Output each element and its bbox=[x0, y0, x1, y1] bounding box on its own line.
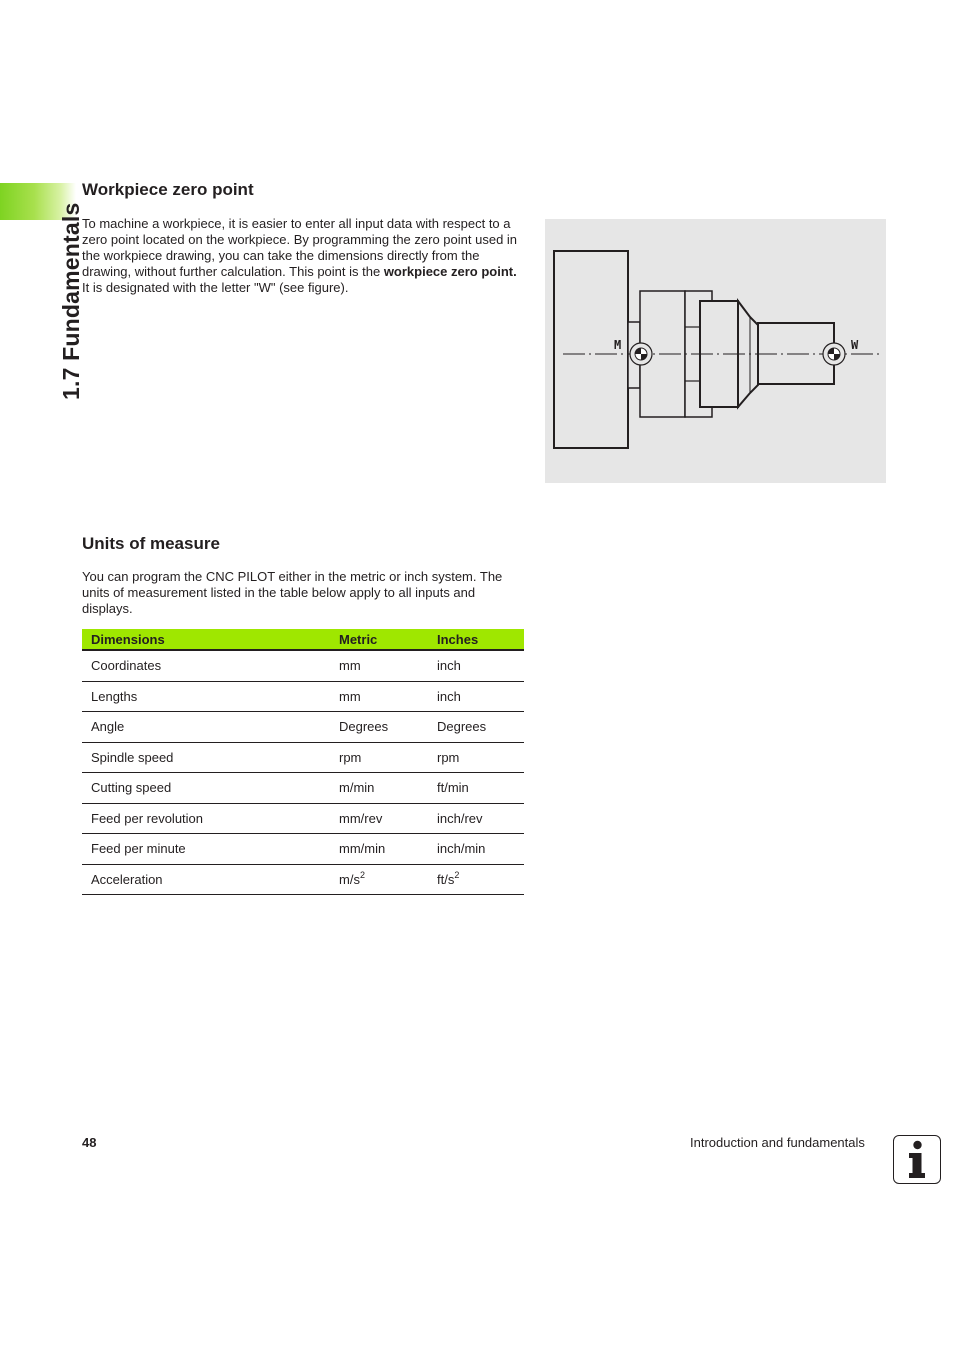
cell-inches: inch bbox=[428, 650, 524, 681]
lathe-workpiece-drawing bbox=[545, 219, 886, 483]
table-row bbox=[82, 650, 524, 681]
cell-metric: m/min bbox=[330, 773, 428, 804]
cell-inches: ft/min bbox=[428, 773, 524, 804]
cell-metric: rpm bbox=[330, 742, 428, 773]
cell-dimension: Coordinates bbox=[82, 650, 330, 681]
table-row bbox=[82, 712, 524, 743]
header-dimensions: Dimensions bbox=[82, 629, 330, 650]
table-row bbox=[82, 773, 524, 804]
cell-metric bbox=[330, 864, 428, 895]
table-row bbox=[82, 742, 524, 773]
table-row bbox=[82, 803, 524, 834]
label-w: W bbox=[851, 338, 859, 352]
section-heading-workpiece-zero-point: Workpiece zero point bbox=[82, 180, 254, 199]
inch-exponent: 2 bbox=[454, 869, 460, 880]
cell-inches: inch/rev bbox=[428, 803, 524, 834]
info-icon bbox=[893, 1135, 941, 1184]
workpiece-zero-point-paragraph bbox=[82, 216, 527, 296]
inch-unit: ft/s bbox=[437, 871, 455, 887]
cell-dimension: Feed per minute bbox=[82, 834, 330, 865]
units-paragraph: You can program the CNC PILOT either in the metric or inch system. The units of measurement listed in the table below apply to all inputs and displays. bbox=[82, 569, 503, 616]
cell-metric: Degrees bbox=[330, 712, 428, 743]
header-inches: Inches bbox=[428, 629, 524, 650]
workpiece-figure bbox=[545, 219, 886, 483]
table-row bbox=[82, 864, 524, 895]
chapter-title: 1.7 Fundamentals bbox=[58, 202, 84, 400]
machine-zero-symbol bbox=[630, 343, 652, 365]
paragraph-bold-term: workpiece zero point. bbox=[383, 264, 517, 279]
label-m: M bbox=[614, 338, 622, 352]
cell-dimension: Spindle speed bbox=[82, 742, 330, 773]
cell-dimension: Lengths bbox=[82, 681, 330, 712]
units-table bbox=[82, 629, 524, 895]
paragraph-text-after: It is designated with the letter "W" (see figure). bbox=[82, 280, 349, 295]
footer-chapter-text: Introduction and fundamentals bbox=[690, 1135, 865, 1150]
info-glyph bbox=[894, 1136, 939, 1182]
cell-dimension: Feed per revolution bbox=[82, 803, 330, 834]
cell-metric: mm bbox=[330, 681, 428, 712]
table-row bbox=[82, 834, 524, 865]
page-number: 48 bbox=[82, 1135, 97, 1150]
cell-inches: Degrees bbox=[428, 712, 524, 743]
cell-inches: inch bbox=[428, 681, 524, 712]
cell-inches bbox=[428, 864, 524, 895]
header-metric: Metric bbox=[330, 629, 428, 650]
paragraph-text-before: To machine a workpiece, it is easier to enter all input data with respect to a zero point located on the workpiece. By programming the zero point used in the workpiece drawing, you can take the dimensions directly from the drawing, without further calculation. This point is the bbox=[82, 216, 518, 279]
metric-exponent: 2 bbox=[359, 869, 365, 880]
cell-inches: rpm bbox=[428, 742, 524, 773]
cell-metric: mm bbox=[330, 650, 428, 681]
cell-dimension: Acceleration bbox=[82, 864, 330, 895]
section-heading-units-of-measure: Units of measure bbox=[82, 534, 220, 553]
metric-unit: m/s bbox=[339, 871, 360, 887]
cell-dimension: Cutting speed bbox=[82, 773, 330, 804]
cell-metric: mm/min bbox=[330, 834, 428, 865]
cell-metric: mm/rev bbox=[330, 803, 428, 834]
table-header-row bbox=[82, 629, 524, 650]
workpiece-zero-symbol bbox=[823, 343, 845, 365]
cell-inches: inch/min bbox=[428, 834, 524, 865]
table-row bbox=[82, 681, 524, 712]
cell-dimension: Angle bbox=[82, 712, 330, 743]
